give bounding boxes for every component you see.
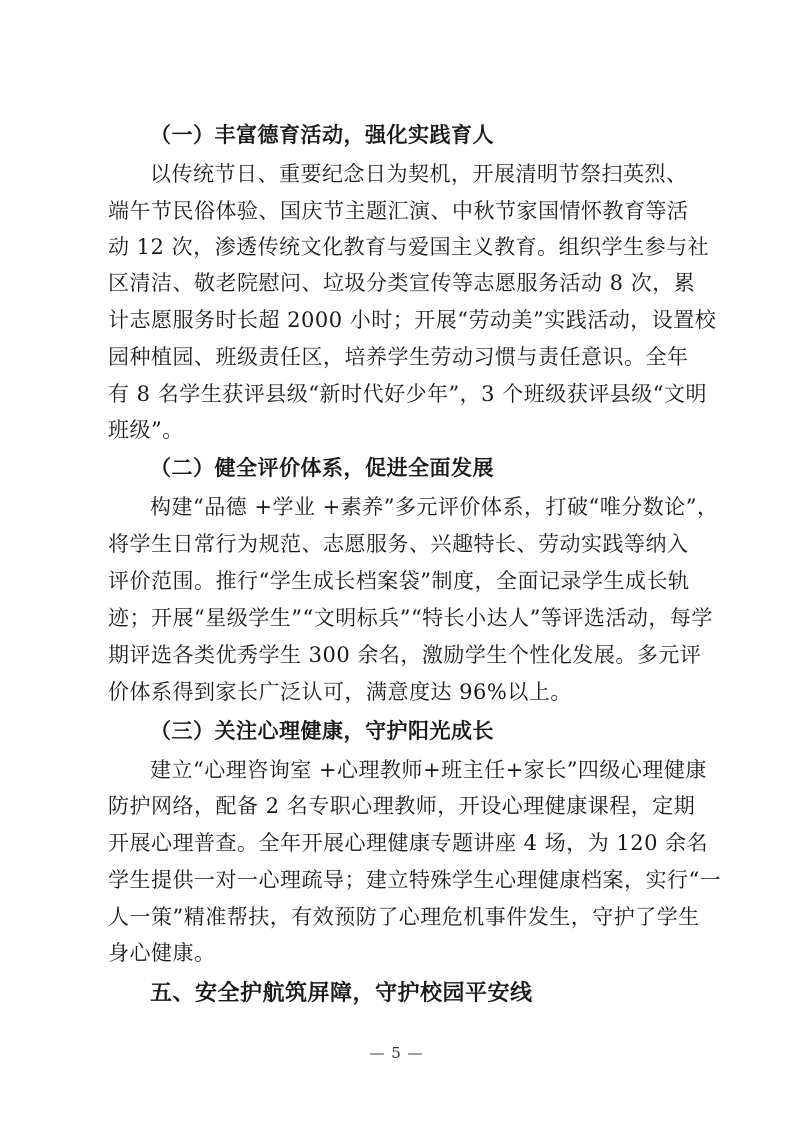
paragraph-line: 防护网络，配备 2 名专职心理教师，开设心理健康课程，定期 bbox=[108, 794, 696, 818]
paragraph-line: 构建“品德 +学业 +素养”多元评价体系，打破“唯分数论”， bbox=[150, 495, 719, 519]
paragraph-line: 计志愿服务时长超 2000 小时；开展“劳动美”实践活动，设置校 bbox=[108, 308, 717, 332]
section-heading-five: 五、安全护航筑屏障，守护校园平安线 bbox=[150, 980, 533, 1006]
paragraph-line: 价体系得到家长广泛认可，满意度达 96%以上。 bbox=[108, 680, 572, 704]
subsection-heading-1: （一）丰富德育活动，强化实践育人 bbox=[150, 122, 494, 147]
paragraph-line: 评价范围。推行“学生成长档案袋”制度，全面记录学生成长轨 bbox=[108, 569, 690, 593]
subsection-heading-3: （三）关注心理健康，守护阳光成长 bbox=[150, 718, 494, 743]
paragraph-line: 学生提供一对一心理疏导；建立特殊学生心理健康档案，实行“一 bbox=[108, 868, 722, 892]
paragraph-line: 身心健康。 bbox=[108, 941, 216, 965]
page-number: — 5 — bbox=[369, 1044, 424, 1062]
paragraph-line: 区清洁、敬老院慰问、垃圾分类宣传等志愿服务活动 8 次，累 bbox=[108, 271, 696, 295]
subsection-heading-2: （二）健全评价体系，促进全面发展 bbox=[150, 455, 494, 480]
paragraph-line: 建立“心理咨询室 +心理教师+班主任+家长”四级心理健康 bbox=[150, 758, 707, 782]
paragraph-line: 人一策”精准帮扶，有效预防了心理危机事件发生，守护了学生 bbox=[108, 905, 700, 929]
paragraph-line: 期评选各类优秀学生 300 余名，激励学生个性化发展。多元评 bbox=[108, 643, 702, 667]
paragraph-line: 班级”。 bbox=[108, 418, 184, 442]
paragraph-line: 迹；开展“星级学生”“文明标兵”“特长小达人”等评选活动，每学 bbox=[108, 606, 713, 630]
paragraph-line: 有 8 名学生获评县级“新时代好少年”，3 个班级获评县级“文明 bbox=[108, 382, 707, 406]
paragraph-line: 开展心理普查。全年开展心理健康专题讲座 4 场，为 120 余名 bbox=[108, 831, 709, 855]
paragraph-line: 动 12 次，渗透传统文化教育与爱国主义教育。组织学生参与社 bbox=[108, 235, 710, 259]
paragraph-line: 将学生日常行为规范、志愿服务、兴趣特长、劳动实践等纳入 bbox=[108, 532, 689, 556]
paragraph-line: 端午节民俗体验、国庆节主题汇演、中秋节家国情怀教育等活 bbox=[108, 199, 689, 223]
paragraph-line: 以传统节日、重要纪念日为契机，开展清明节祭扫英烈、 bbox=[150, 162, 688, 186]
paragraph-line: 园种植园、班级责任区，培养学生劳动习惯与责任意识。全年 bbox=[108, 345, 689, 369]
